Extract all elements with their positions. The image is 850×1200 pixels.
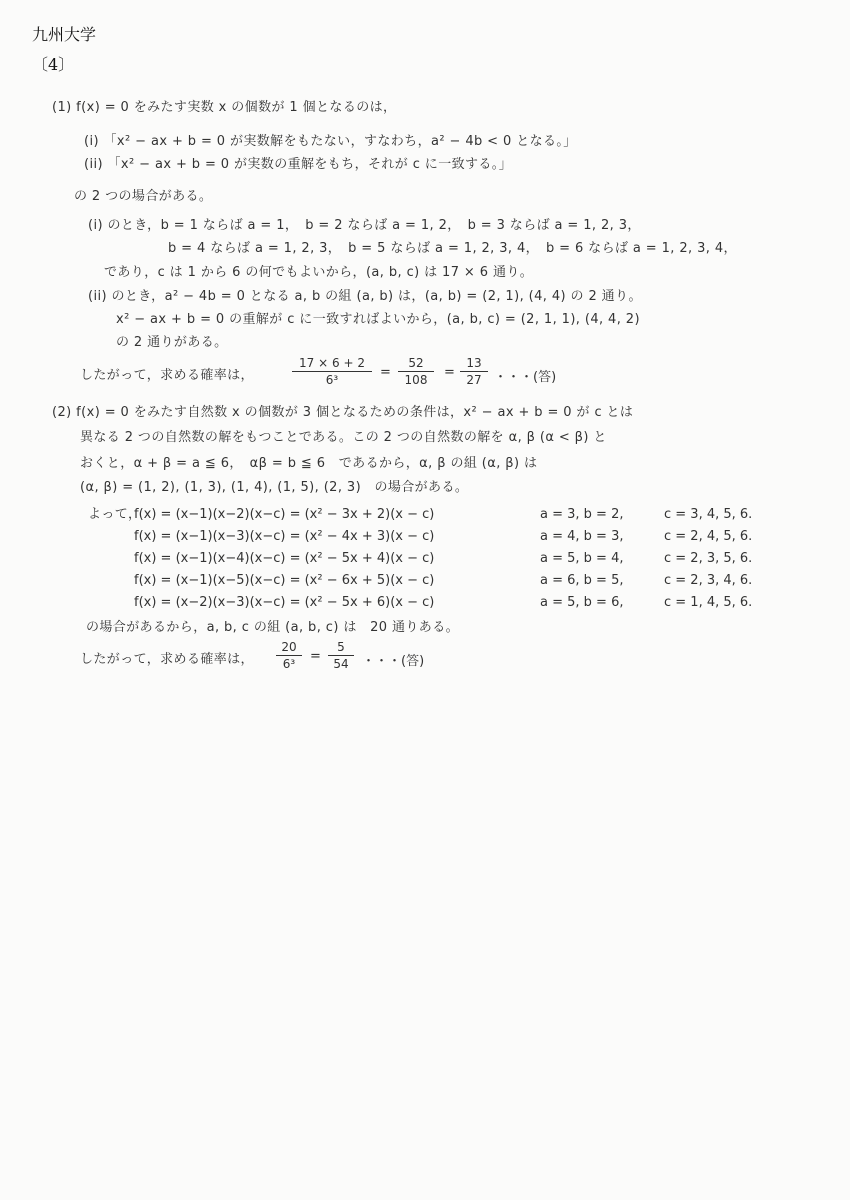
part1-fraction-1-den: 6³ bbox=[325, 373, 339, 387]
part1-fraction-2-num: 52 bbox=[398, 356, 434, 372]
case-row-5-c: c = 1, 4, 5, 6. bbox=[664, 595, 753, 610]
case-row-4-ab: a = 6, b = 5, bbox=[540, 573, 624, 588]
part2-line4: (α, β) = (1, 2), (1, 3), (1, 4), (1, 5), (2, 3) の場合がある。 bbox=[80, 480, 469, 495]
part1-two-cases: の 2 つの場合がある。 bbox=[74, 189, 213, 204]
case-row-1-f: f(x) = (x−1)(x−2)(x−c) = (x² − 3x + 2)(x − c) bbox=[134, 507, 435, 522]
part2-fraction-2-num: 5 bbox=[328, 640, 354, 656]
case-row-3-f: f(x) = (x−1)(x−4)(x−c) = (x² − 5x + 4)(x − c) bbox=[134, 551, 435, 566]
part2-fraction-1-num: 20 bbox=[276, 640, 302, 656]
case-row-3-ab: a = 5, b = 4, bbox=[540, 551, 624, 566]
part1-fraction-2 bbox=[398, 356, 434, 387]
part2-count: の場合があるから，a, b, c の組 (a, b, c) は 20 通りある。 bbox=[86, 620, 460, 635]
case-row-2-f: f(x) = (x−1)(x−3)(x−c) = (x² − 4x + 3)(x − c) bbox=[134, 529, 435, 544]
part2-fraction-2 bbox=[328, 640, 354, 671]
part2-fraction-2-den: 54 bbox=[333, 657, 349, 671]
part1-i-line3: であり，c は 1 から 6 の何でもよいから，(a, b, c) は 17 × 6 通り。 bbox=[104, 265, 534, 280]
part1-case-ii: (ii) 「x² − ax + b = 0 が実数の重解をもち，それが c に一致する。」 bbox=[84, 157, 513, 172]
part2-line3: おくと，α + β = a ≦ 6， αβ = b ≦ 6 であるから，α, β の組 (α, β) は bbox=[80, 456, 538, 471]
part2-fraction-1 bbox=[276, 640, 302, 671]
university-name: 九州大学 bbox=[32, 25, 97, 44]
case-row-1-c: c = 3, 4, 5, 6. bbox=[664, 507, 753, 522]
case-row-2-ab: a = 4, b = 3, bbox=[540, 529, 624, 544]
part1-case-i: (i) 「x² − ax + b = 0 が実数解をもたない，すなわち，a² − 4b < 0 となる。」 bbox=[84, 134, 577, 149]
equals-sign: = bbox=[380, 365, 391, 380]
case-row-4-f: f(x) = (x−1)(x−5)(x−c) = (x² − 6x + 5)(x − c) bbox=[134, 573, 435, 588]
case-row-1-ab: a = 3, b = 2, bbox=[540, 507, 624, 522]
part1-answer-lead: したがって，求める確率は， bbox=[80, 368, 254, 383]
part1-fraction-3-num: 13 bbox=[460, 356, 488, 372]
part1-i-line1: (i) のとき，b = 1 ならば a = 1， b = 2 ならば a = 1, 2， b = 3 ならば a = 1, 2, 3， bbox=[88, 218, 641, 233]
part2-line2: 異なる 2 つの自然数の解をもつことである。この 2 つの自然数の解を α, β (α < β) と bbox=[80, 430, 607, 445]
case-row-3-c: c = 2, 3, 5, 6. bbox=[664, 551, 753, 566]
part1-fraction-2-den: 108 bbox=[404, 373, 428, 387]
part2-yotte: よって， bbox=[88, 507, 142, 522]
part1-ii-line3: の 2 通りがある。 bbox=[116, 335, 228, 350]
part2-line1: (2) f(x) = 0 をみたす自然数 x の個数が 3 個となるための条件は，x² − ax + b = 0 が c とは bbox=[52, 405, 634, 420]
part1-fraction-1-num: 17 × 6 + 2 bbox=[292, 356, 372, 372]
part2-answer-lead: したがって，求める確率は， bbox=[80, 652, 254, 667]
part1-fraction-3-den: 27 bbox=[466, 373, 482, 387]
part1-ii-line1: (ii) のとき，a² − 4b = 0 となる a, b の組 (a, b) は，(a, b) = (2, 1), (4, 4) の 2 通り。 bbox=[88, 289, 642, 304]
part1-intro: (1) f(x) = 0 をみたす実数 x の個数が 1 個となるのは， bbox=[52, 100, 397, 115]
part2-answer-mark: ・・・(答) bbox=[362, 654, 425, 669]
case-row-2-c: c = 2, 4, 5, 6. bbox=[664, 529, 753, 544]
part2-fraction-1-den: 6³ bbox=[282, 657, 296, 671]
case-row-5-f: f(x) = (x−2)(x−3)(x−c) = (x² − 5x + 6)(x − c) bbox=[134, 595, 435, 610]
case-row-5-ab: a = 5, b = 6, bbox=[540, 595, 624, 610]
part1-fraction-3 bbox=[460, 356, 488, 387]
part1-i-line2: b = 4 ならば a = 1, 2, 3， b = 5 ならば a = 1, 2, 3, 4， b = 6 ならば a = 1, 2, 3, 4， bbox=[168, 241, 737, 256]
problem-number: 〔4〕 bbox=[32, 55, 75, 74]
part1-answer-mark: ・・・(答) bbox=[494, 370, 557, 385]
part1-ii-line2: x² − ax + b = 0 の重解が c に一致すればよいから，(a, b, c) = (2, 1, 1), (4, 4, 2) bbox=[116, 312, 640, 327]
equals-sign: = bbox=[444, 365, 455, 380]
part1-fraction-1 bbox=[292, 356, 372, 387]
equals-sign: = bbox=[310, 649, 321, 664]
case-row-4-c: c = 2, 3, 4, 6. bbox=[664, 573, 753, 588]
